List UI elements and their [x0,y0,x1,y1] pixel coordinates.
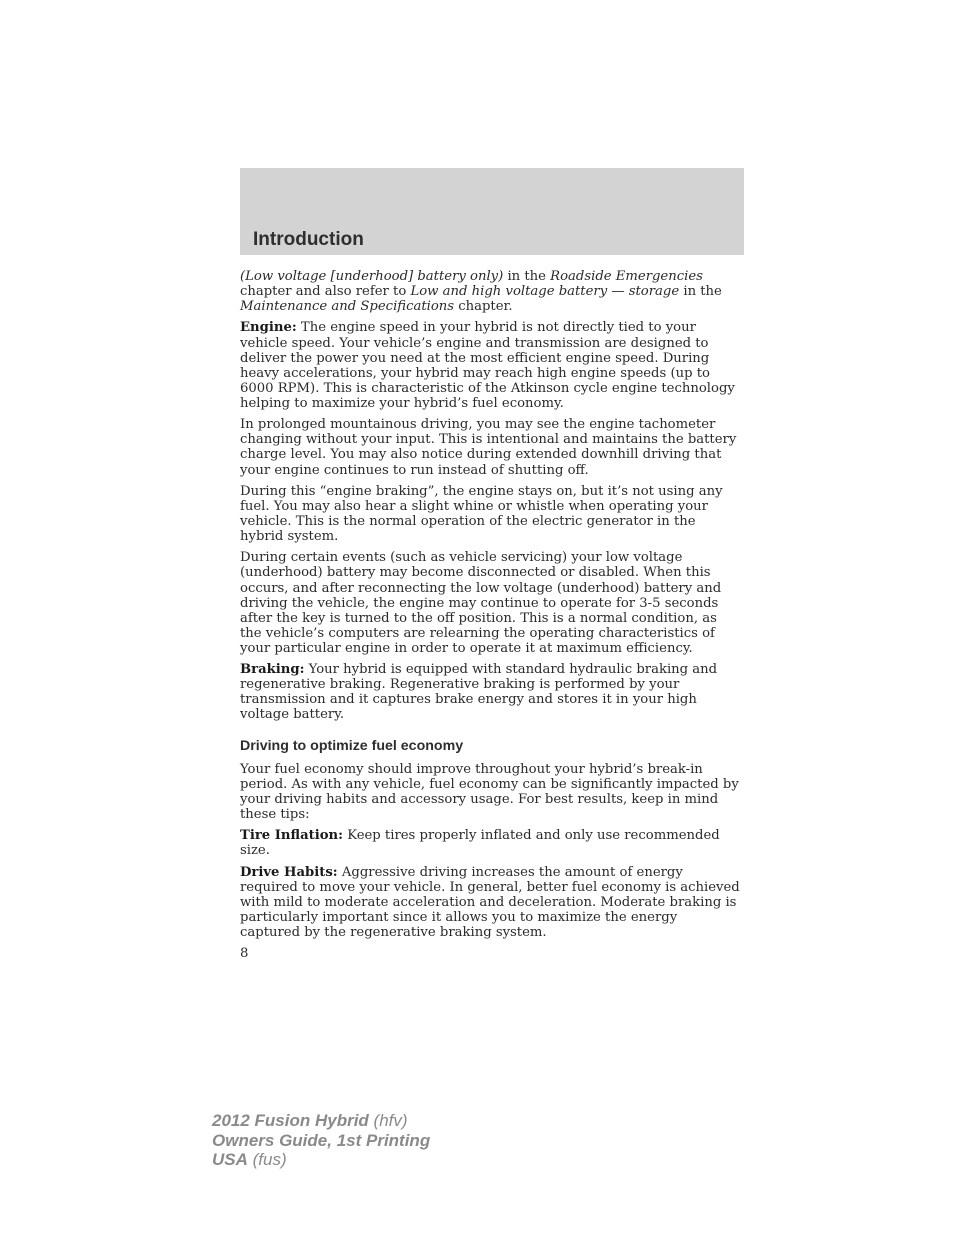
footer-line-guide: Owners Guide, 1st Printing [212,1130,431,1150]
italic-reference: (Low voltage [underhood] battery only) [240,269,504,284]
footer-line-market: USA (fus) [212,1150,287,1169]
italic-reference: Maintenance and Specifications [240,299,455,315]
paragraph-battery-disconnect: During certain events (such as vehicle servicing) your low voltage (underhood) battery may become disconnected or disabled. When this occurs, and after reconnecting the low voltage (underhood) battery and driving the vehicle, the engine may continue to operate for 3-5 seconds after the key is turned to the off position. This is a normal condition, as the vehicle’s computers are relearning the operating characteristics of your particular engine in order to operate it at maximum efficiency. [240,550,722,656]
term-label: Braking: [240,662,305,678]
subheading-fuel-economy: Driving to optimize fuel economy [240,737,464,754]
paragraph-drive-habits: Drive Habits: Aggressive driving increases the amount of energy required to move your vehicle. In general, better fuel economy is achieved with mild to moderate acceleration and deceleration. Moderate braking is particularly important since it allows you to maximize the energy captured by the regenerative braking system. [240,864,740,940]
term-label: Drive Habits: [240,864,338,880]
page-content [240,269,740,961]
footer-line-model: 2012 Fusion Hybrid (hfv) [212,1111,408,1130]
paragraph-battery-reference: (Low voltage [underhood] battery only) in the Roadside Emergencies chapter and also refer to Low and high voltage battery — storage in the Maintenance and Specifications chapter. [240,269,722,315]
term-label: Engine: [240,320,297,336]
document-footer [212,1111,430,1170]
paragraph-tire-inflation: Tire Inflation: Keep tires properly inflated and only use recommended size. [240,828,720,859]
italic-reference: Roadside Emergencies [550,269,703,284]
paragraph-braking: Braking: Your hybrid is equipped with standard hydraulic braking and regenerative braking. Regenerative braking is performed by your transmission and it captures brake energy and stores it in your high voltage battery. [240,662,718,723]
page-number: 8 [240,946,249,962]
section-header-band [240,168,744,255]
italic-reference: Low and high voltage battery — storage [410,284,680,300]
paragraph-fuel-economy-intro: Your fuel economy should improve throughout your hybrid’s break-in period. As with any vehicle, fuel economy can be significantly impacted by your driving habits and accessory usage. For best results, keep in mind these tips: [240,761,739,822]
paragraph-engine-braking: During this “engine braking”, the engine stays on, but it’s not using any fuel. You may also hear a slight whine or whistle when operating your vehicle. This is the normal operation of the electric generator in the hybrid system. [240,483,723,545]
paragraph-engine: Engine: The engine speed in your hybrid is not directly tied to your vehicle speed. Your vehicle’s engine and transmission are designed to deliver the power you need at the most efficient engine speed. During heavy accelerations, your hybrid may reach high engine speeds (up to 6000 RPM). This is characteristic of the Atkinson cycle engine technology helping to maximize your hybrid’s fuel economy. [240,320,735,411]
paragraph-mountainous-driving: In prolonged mountainous driving, you may see the engine tachometer changing without your input. This is intentional and maintains the battery charge level. You may also notice during extended downhill driving that your engine continues to run instead of shutting off. [240,417,737,478]
section-title: Introduction [253,229,364,250]
term-label: Tire Inflation: [240,828,343,844]
